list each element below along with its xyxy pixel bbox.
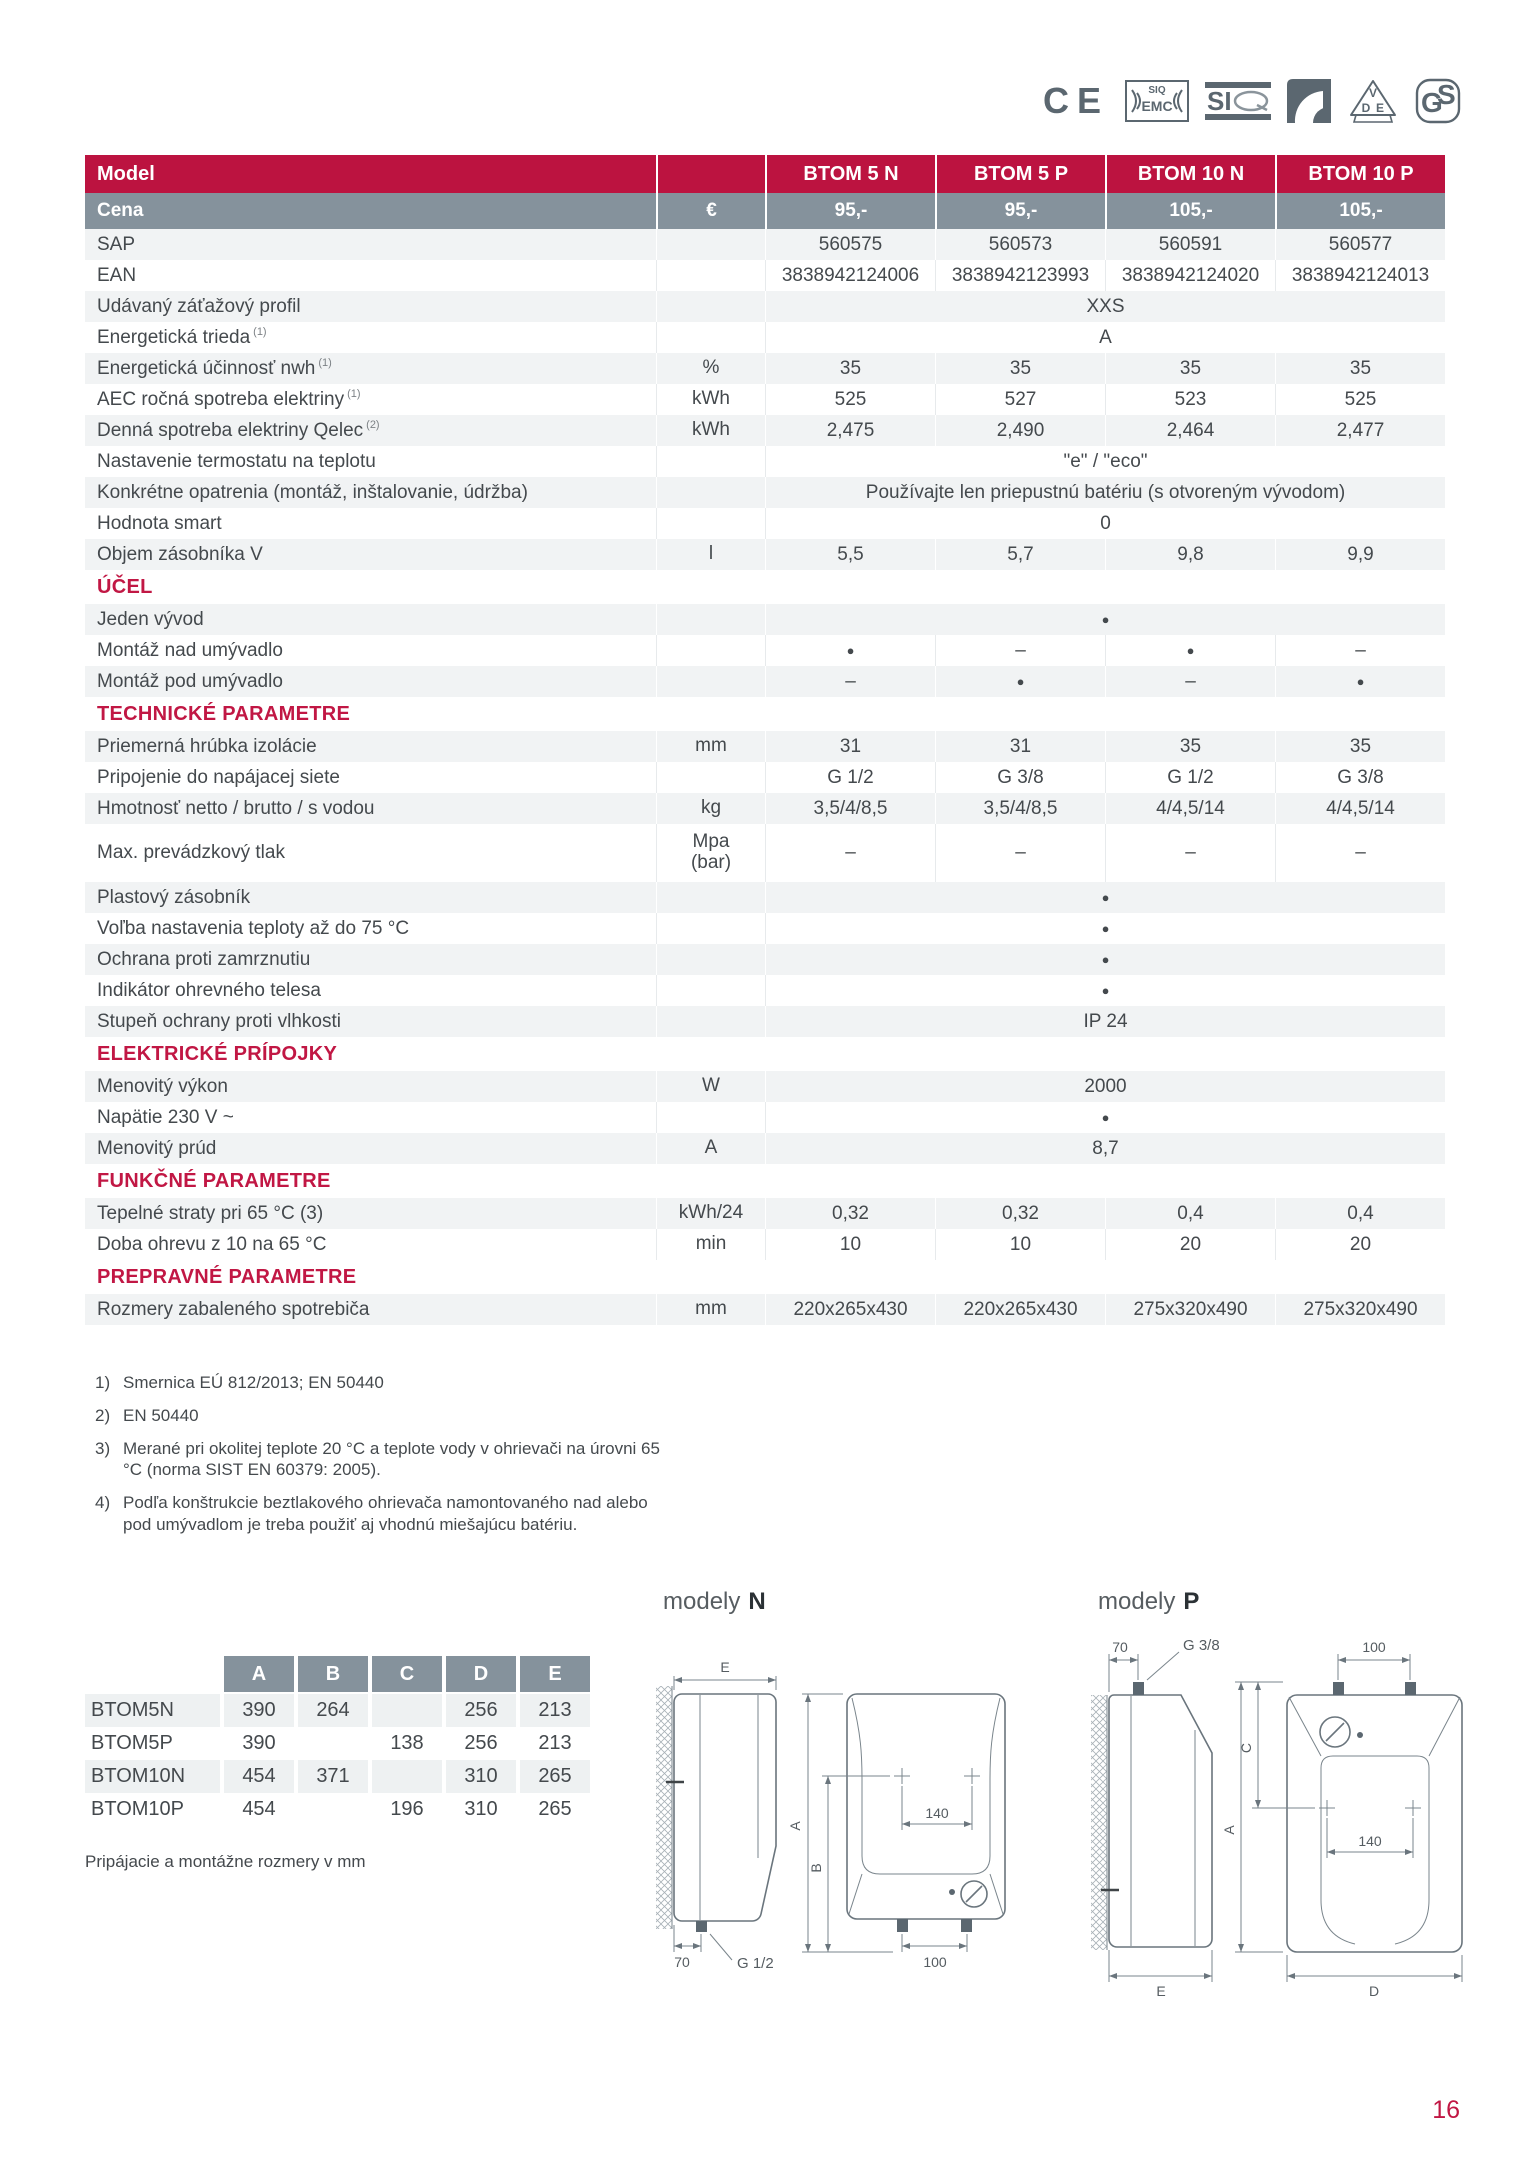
- value-cell: BTOM 5 N: [765, 155, 935, 193]
- unit-cell: [656, 229, 765, 260]
- unit-cell: [656, 604, 765, 635]
- span-value-cell: 0: [765, 508, 1445, 539]
- unit-cell: [656, 322, 765, 353]
- price-row: [85, 193, 1445, 229]
- value-cell: 5,5: [765, 539, 935, 570]
- section-title: PREPRAVNÉ PARAMETRE: [97, 1266, 357, 1288]
- value-cell: 20: [1275, 1229, 1445, 1260]
- spec-row: [85, 762, 1445, 793]
- value-cell: 560575: [765, 229, 935, 260]
- value-cell: 3838942124020: [1105, 260, 1275, 291]
- value-cell: –: [765, 824, 935, 882]
- unit-cell: [656, 824, 765, 882]
- value-cell: BTOM 5 P: [935, 155, 1105, 193]
- row-label: Montáž nad umývadlo: [97, 639, 283, 661]
- unit-line: Mpa: [692, 831, 730, 853]
- value-cell: 0,4: [1275, 1198, 1445, 1229]
- span-value-cell: XXS: [765, 291, 1445, 322]
- section-title: TECHNICKÉ PARAMETRE: [97, 703, 351, 725]
- row-label: EAN: [97, 264, 137, 286]
- footnote-text: Merané pri okolitej teplote 20 °C a teplote vody v ohrievači na úrovni 65 °C (norma SIST EN 60379: 2005).: [123, 1438, 660, 1480]
- dims-value-cell: [372, 1694, 442, 1727]
- vde-v-text: V: [1368, 86, 1378, 100]
- diagram-n-title-letter: N: [748, 1588, 766, 1615]
- diagram-n-title-prefix: modely: [663, 1588, 741, 1615]
- spec-row: [85, 508, 1445, 539]
- span-value-cell: "e" / "eco": [765, 446, 1445, 477]
- value-cell: ●: [765, 635, 935, 666]
- row-label: Model: [97, 162, 155, 185]
- value-cell: ●: [1275, 666, 1445, 697]
- value-cell: –: [935, 635, 1105, 666]
- unit-cell: €: [656, 193, 765, 229]
- dims-value-cell: 390: [224, 1694, 294, 1727]
- dims-value-cell: [372, 1760, 442, 1793]
- span-value-cell: ●: [765, 1102, 1445, 1133]
- unit-cell: [656, 291, 765, 322]
- row-label: Udávaný záťažový profil: [97, 295, 301, 317]
- unit-cell: [656, 260, 765, 291]
- row-label: Objem zásobníka V: [97, 543, 263, 565]
- gs-g-text: G: [1421, 87, 1443, 118]
- dims-value-cell: [298, 1727, 368, 1760]
- value-cell: 3,5/4/8,5: [765, 793, 935, 824]
- value-cell: –: [935, 824, 1105, 882]
- value-cell: –: [1275, 824, 1445, 882]
- dims-model-label: BTOM10P: [85, 1793, 220, 1826]
- span-value-cell: ●: [765, 944, 1445, 975]
- dim-c-label: C: [1238, 1742, 1254, 1754]
- value-cell: BTOM 10 P: [1275, 155, 1445, 193]
- dim-140-label: 140: [925, 1805, 949, 1821]
- ce-mark-icon: [1042, 80, 1109, 121]
- section-title: ELEKTRICKÉ PRÍPOJKY: [97, 1043, 338, 1065]
- spec-row: [85, 913, 1445, 944]
- value-cell: G 1/2: [1105, 762, 1275, 793]
- dims-value-cell: [298, 1793, 368, 1826]
- dim-70-label: 70: [674, 1954, 690, 1970]
- dims-value-cell: 196: [372, 1793, 442, 1826]
- value-cell: 35: [1105, 731, 1275, 762]
- footnote-ref: (2): [366, 418, 380, 431]
- value-cell: 527: [935, 384, 1105, 415]
- row-label: Ochrana proti zamrznutiu: [97, 948, 311, 970]
- dims-row: [85, 1694, 590, 1727]
- row-label: Napätie 230 V ~: [97, 1106, 234, 1128]
- section-row: [85, 1164, 1445, 1198]
- dims-model-label: BTOM5N: [85, 1694, 220, 1727]
- value-cell: 35: [1105, 353, 1275, 384]
- row-label: Energetická trieda $^{(1)}$: [97, 325, 267, 348]
- dim-e-label: E: [1156, 1983, 1166, 1999]
- row-label: Tepelné straty pri 65 °C (3): [97, 1202, 324, 1224]
- dims-column-header: B: [298, 1656, 368, 1692]
- unit-cell: %: [656, 353, 765, 384]
- dims-column-header: E: [520, 1656, 590, 1692]
- footnote: [95, 1405, 670, 1427]
- unit-cell: [656, 1006, 765, 1037]
- dim-100-label: 100: [1362, 1639, 1386, 1655]
- diagram-n-title: [663, 1588, 766, 1616]
- row-label: Konkrétne opatrenia (montáž, inštalovanie, údržba): [97, 481, 528, 503]
- gs-icon: [1415, 78, 1461, 124]
- diagram-p-title-letter: P: [1183, 1588, 1200, 1615]
- value-cell: 35: [935, 353, 1105, 384]
- dim-140-label: 140: [1358, 1833, 1382, 1849]
- span-value-cell: ●: [765, 882, 1445, 913]
- value-cell: 9,8: [1105, 539, 1275, 570]
- spec-row: [85, 384, 1445, 415]
- section-row: [85, 1260, 1445, 1294]
- value-cell: –: [1105, 824, 1275, 882]
- front-view: [1287, 1695, 1462, 1952]
- brand-arc-icon: [1287, 79, 1331, 123]
- unit-cell: min: [656, 1229, 765, 1260]
- spec-row: [85, 322, 1445, 353]
- spec-row: [85, 1198, 1445, 1229]
- spec-row: [85, 604, 1445, 635]
- value-cell: 3838942124006: [765, 260, 935, 291]
- dims-row: [85, 1727, 590, 1760]
- footnote: [95, 1372, 670, 1394]
- row-label: Cena: [97, 200, 144, 221]
- spec-row: [85, 229, 1445, 260]
- dims-corner: [85, 1656, 220, 1692]
- value-cell: BTOM 10 N: [1105, 155, 1275, 193]
- dims-model-label: BTOM5P: [85, 1727, 220, 1760]
- diagram-p-title-prefix: modely: [1098, 1588, 1176, 1615]
- unit-cell: A: [656, 1133, 765, 1164]
- siq-emc-main-text: EMC: [1141, 98, 1173, 114]
- span-value-cell: 2000: [765, 1071, 1445, 1102]
- spec-row: [85, 1133, 1445, 1164]
- value-cell: 220x265x430: [765, 1294, 935, 1325]
- dim-a-label: A: [787, 1821, 803, 1831]
- value-cell: 2,475: [765, 415, 935, 446]
- value-cell: G 3/8: [1275, 762, 1445, 793]
- footnote-marker: 4): [95, 1493, 111, 1512]
- row-label: Energetická účinnosť nwh $^{(1)}$: [97, 356, 332, 379]
- spec-row: [85, 731, 1445, 762]
- section-row: [85, 697, 1445, 731]
- thread-label: G 3/8: [1183, 1637, 1220, 1654]
- span-value-cell: ●: [765, 975, 1445, 1006]
- value-cell: 275x320x490: [1275, 1294, 1445, 1325]
- unit-cell: kWh/24: [656, 1198, 765, 1229]
- vde-e-text: E: [1375, 101, 1385, 115]
- spec-row: [85, 975, 1445, 1006]
- value-cell: 5,7: [935, 539, 1105, 570]
- vde-d-text: D: [1361, 101, 1371, 115]
- value-cell: 2,477: [1275, 415, 1445, 446]
- page-number: 16: [1432, 2096, 1460, 2124]
- unit-line: (bar): [690, 852, 732, 873]
- value-cell: 4/4,5/14: [1275, 793, 1445, 824]
- spec-row: [85, 446, 1445, 477]
- unit-cell: W: [656, 1071, 765, 1102]
- spec-row: [85, 415, 1445, 446]
- footnote-text: EN 50440: [123, 1405, 199, 1425]
- unit-cell: [656, 155, 765, 193]
- footnotes: [95, 1372, 670, 1547]
- section-row: [85, 1037, 1445, 1071]
- row-label: Denná spotreba elektriny Qelec $^{(2)}$: [97, 418, 380, 441]
- dims-value-cell: 138: [372, 1727, 442, 1760]
- spec-row: [85, 260, 1445, 291]
- unit-cell: mm: [656, 1294, 765, 1325]
- value-cell: 95,-: [765, 193, 935, 229]
- value-cell: G 3/8: [935, 762, 1105, 793]
- row-label: Jeden vývod: [97, 608, 204, 630]
- dims-row: [85, 1793, 590, 1826]
- spec-row: [85, 666, 1445, 697]
- gs-s-text: S: [1437, 79, 1456, 110]
- spec-row: [85, 1006, 1445, 1037]
- row-label: Rozmery zabaleného spotrebiča: [97, 1298, 370, 1320]
- bottom-fitting: [696, 1921, 707, 1932]
- mount-marker-left: [894, 1768, 910, 1784]
- value-cell: 4/4,5/14: [1105, 793, 1275, 824]
- span-value-cell: Používajte len priepustnú batériu (s otvoreným vývodom): [765, 477, 1445, 508]
- row-label: Hmotnosť netto / brutto / s vodou: [97, 797, 375, 819]
- dims-value-cell: 265: [520, 1793, 590, 1826]
- siq-emc-top-text: SIQ: [1148, 85, 1166, 96]
- dims-value-cell: 310: [446, 1793, 516, 1826]
- dims-value-cell: 213: [520, 1694, 590, 1727]
- mount-marker-right: [964, 1768, 980, 1784]
- dims-value-cell: 454: [224, 1793, 294, 1826]
- siq-emc-icon: [1125, 80, 1189, 122]
- dims-value-cell: 264: [298, 1694, 368, 1727]
- model-header-row: [85, 155, 1445, 193]
- dims-value-cell: 213: [520, 1727, 590, 1760]
- footnote-marker: 3): [95, 1438, 111, 1458]
- spec-row: [85, 1102, 1445, 1133]
- spec-table: [85, 155, 1445, 1325]
- unit-cell: [656, 944, 765, 975]
- unit-cell: [656, 508, 765, 539]
- dims-value-cell: 310: [446, 1760, 516, 1793]
- dim-d-label: D: [1368, 1983, 1380, 1999]
- value-cell: 31: [765, 731, 935, 762]
- value-cell: 525: [765, 384, 935, 415]
- unit-cell: [656, 666, 765, 697]
- value-cell: 95,-: [935, 193, 1105, 229]
- unit-cell: [656, 477, 765, 508]
- row-label: SAP: [97, 233, 136, 255]
- value-cell: 275x320x490: [1105, 1294, 1275, 1325]
- value-cell: 560591: [1105, 229, 1275, 260]
- value-cell: 35: [1275, 731, 1445, 762]
- row-label: Stupeň ochrany proti vlhkosti: [97, 1010, 341, 1032]
- dims-value-cell: 256: [446, 1694, 516, 1727]
- section-title: ÚČEL: [97, 576, 153, 598]
- siq-si-text: SI: [1207, 86, 1232, 116]
- dim-e-label: E: [720, 1659, 730, 1675]
- footnote: [95, 1438, 670, 1482]
- value-cell: ●: [935, 666, 1105, 697]
- dim-70-label: 70: [1112, 1639, 1128, 1655]
- value-cell: 10: [765, 1229, 935, 1260]
- value-cell: 3838942124013: [1275, 260, 1445, 291]
- span-value-cell: A: [765, 322, 1445, 353]
- dim-b-label: B: [808, 1863, 824, 1873]
- value-cell: 560573: [935, 229, 1105, 260]
- spec-row: [85, 824, 1445, 882]
- row-label: Pripojenie do napájacej siete: [97, 766, 340, 788]
- dims-model-label: BTOM10N: [85, 1760, 220, 1793]
- spec-row: [85, 353, 1445, 384]
- value-cell: 3,5/4/8,5: [935, 793, 1105, 824]
- value-cell: 220x265x430: [935, 1294, 1105, 1325]
- value-cell: 0,32: [935, 1198, 1105, 1229]
- dims-column-header: A: [224, 1656, 294, 1692]
- dim-a-label: A: [1221, 1825, 1237, 1835]
- value-cell: 560577: [1275, 229, 1445, 260]
- section-title: FUNKČNÉ PARAMETRE: [97, 1170, 331, 1192]
- span-value-cell: 8,7: [765, 1133, 1445, 1164]
- unit-cell: [656, 635, 765, 666]
- unit-cell: kWh: [656, 384, 765, 415]
- row-label: Plastový zásobník: [97, 886, 251, 908]
- row-label: Priemerná hrúbka izolácie: [97, 735, 317, 757]
- vde-icon: [1347, 78, 1399, 124]
- footnote-text: Smernica EÚ 812/2013; EN 50440: [123, 1373, 384, 1392]
- value-cell: ●: [1105, 635, 1275, 666]
- diagram-n: [640, 1630, 1050, 1990]
- wall-hatch: [1091, 1695, 1107, 1950]
- unit-cell: [656, 975, 765, 1006]
- row-label: AEC ročná spotreba elektriny $^{(1)}$: [97, 387, 361, 410]
- side-view: [674, 1694, 776, 1921]
- value-cell: –: [765, 666, 935, 697]
- row-label: Max. prevádzkový tlak: [97, 842, 285, 863]
- unit-cell: [656, 913, 765, 944]
- unit-cell: [656, 1102, 765, 1133]
- unit-cell: [656, 446, 765, 477]
- dims-value-cell: 265: [520, 1760, 590, 1793]
- side-view: [1109, 1695, 1212, 1947]
- row-label: Menovitý prúd: [97, 1137, 217, 1159]
- dims-column-header: C: [372, 1656, 442, 1692]
- footnote-text: Podľa konštrukcie beztlakového ohrievača namontovaného nad alebo pod umývadlom je treba použiť aj vhodnú miešajúcu batériu.: [123, 1493, 648, 1534]
- value-cell: –: [1105, 666, 1275, 697]
- row-label: Doba ohrevu z 10 na 65 °C: [97, 1233, 327, 1255]
- value-cell: 31: [935, 731, 1105, 762]
- value-cell: 9,9: [1275, 539, 1445, 570]
- mount-marker-right: [1405, 1800, 1421, 1816]
- row-label: Hodnota smart: [97, 512, 222, 534]
- value-cell: 523: [1105, 384, 1275, 415]
- unit-cell: mm: [656, 731, 765, 762]
- dims-value-cell: 454: [224, 1760, 294, 1793]
- row-label: Montáž pod umývadlo: [97, 670, 283, 692]
- ce-mark-text: CE: [1042, 80, 1109, 121]
- spec-row: [85, 477, 1445, 508]
- top-fitting: [1133, 1682, 1144, 1695]
- footnote: [95, 1492, 670, 1536]
- thread-label: G 1/2: [737, 1955, 774, 1972]
- value-cell: 35: [765, 353, 935, 384]
- span-value-cell: ●: [765, 913, 1445, 944]
- unit-cell: l: [656, 539, 765, 570]
- row-label: Voľba nastavenia teploty až do 75 °C: [97, 917, 410, 939]
- dims-row: [85, 1760, 590, 1793]
- spec-row: [85, 1071, 1445, 1102]
- value-cell: 35: [1275, 353, 1445, 384]
- span-value-cell: ●: [765, 604, 1445, 635]
- dims-column-header: D: [446, 1656, 516, 1692]
- value-cell: 0,4: [1105, 1198, 1275, 1229]
- dims-value-cell: 256: [446, 1727, 516, 1760]
- value-cell: 20: [1105, 1229, 1275, 1260]
- spec-row: [85, 635, 1445, 666]
- value-cell: –: [1275, 635, 1445, 666]
- dim-100-label: 100: [923, 1954, 947, 1970]
- value-cell: 3838942123993: [935, 260, 1105, 291]
- value-cell: G 1/2: [765, 762, 935, 793]
- row-label: Menovitý výkon: [97, 1075, 228, 1097]
- dims-header-row: [85, 1656, 590, 1692]
- spec-row: [85, 539, 1445, 570]
- spec-row: [85, 291, 1445, 322]
- footnote-marker: 2): [95, 1405, 111, 1425]
- unit-cell: [656, 882, 765, 913]
- footnote-marker: 1): [95, 1373, 111, 1392]
- certification-logos: [1043, 78, 1461, 124]
- value-cell: 2,490: [935, 415, 1105, 446]
- unit-cell: kWh: [656, 415, 765, 446]
- dims-value-cell: 371: [298, 1760, 368, 1793]
- footnote-ref: (1): [318, 356, 332, 369]
- dimensions-table: [85, 1656, 590, 1826]
- value-cell: 105,-: [1275, 193, 1445, 229]
- section-row: [85, 570, 1445, 604]
- footnote-ref: (1): [347, 387, 361, 400]
- value-cell: 2,464: [1105, 415, 1275, 446]
- dims-value-cell: 390: [224, 1727, 294, 1760]
- value-cell: 0,32: [765, 1198, 935, 1229]
- diagram-p: [1075, 1600, 1475, 2000]
- spec-row: [85, 793, 1445, 824]
- span-value-cell: IP 24: [765, 1006, 1445, 1037]
- value-cell: 105,-: [1105, 193, 1275, 229]
- spec-row: [85, 882, 1445, 913]
- wall-hatch: [656, 1686, 672, 1929]
- spec-row: [85, 1229, 1445, 1260]
- siq-icon: [1205, 80, 1271, 122]
- dimensions-caption: Pripájacie a montážne rozmery v mm: [85, 1852, 366, 1871]
- spec-row: [85, 1294, 1445, 1325]
- row-label: Nastavenie termostatu na teplotu: [97, 450, 376, 472]
- value-cell: 10: [935, 1229, 1105, 1260]
- value-cell: 525: [1275, 384, 1445, 415]
- footnote-ref: (1): [253, 325, 267, 338]
- unit-cell: kg: [656, 793, 765, 824]
- spec-row: [85, 944, 1445, 975]
- unit-cell: [656, 762, 765, 793]
- row-label: Indikátor ohrevného telesa: [97, 979, 321, 1001]
